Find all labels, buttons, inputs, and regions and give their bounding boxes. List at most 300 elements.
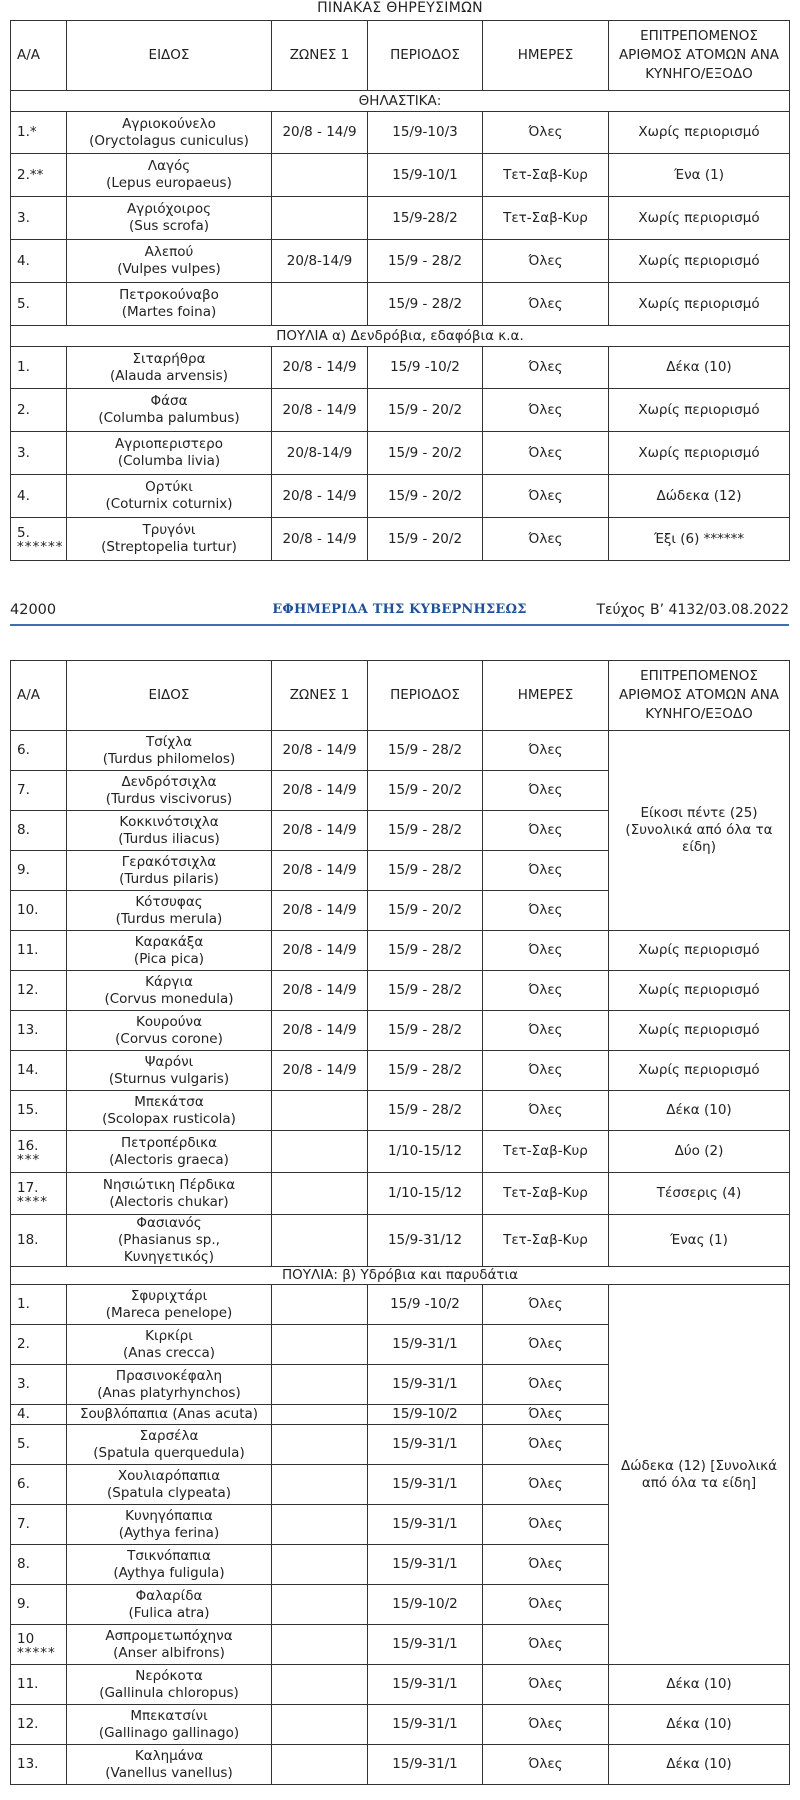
species-latin-name: (Lepus europaeus) (106, 175, 232, 191)
row-number: 7. (17, 782, 30, 798)
cell-days: Όλες (483, 1545, 609, 1585)
cell-species (67, 197, 272, 240)
species-greek-name: Κυνηγόπαπια (125, 1507, 213, 1524)
cell-allowed: Χωρίς περιορισμό (609, 931, 790, 971)
cell-species (67, 971, 272, 1011)
gazette-page-header (10, 598, 789, 626)
cell-days: Όλες (483, 1585, 609, 1625)
row-number: 14. (17, 1062, 39, 1078)
table-row (11, 931, 790, 971)
row-number: 12. (17, 982, 39, 998)
cell-species (67, 1285, 272, 1325)
cell-period: 15/9 - 20/2 (368, 475, 483, 518)
species-greek-name: Φαλαρίδα (135, 1587, 203, 1604)
cell-zones: 20/8 - 14/9 (272, 931, 368, 971)
cell-species (67, 1051, 272, 1091)
cell-period: 15/9 - 20/2 (368, 891, 483, 931)
cell-period: 15/9-10/3 (368, 112, 483, 154)
cell-days: Όλες (483, 1325, 609, 1365)
cell-days: Τετ-Σαβ-Κυρ (483, 1173, 609, 1215)
cell-days: Όλες (483, 112, 609, 154)
cell-days: Όλες (483, 931, 609, 971)
species-greek-name: Μπεκατσίνι (130, 1707, 208, 1724)
cell-period: 15/9 - 20/2 (368, 518, 483, 561)
cell-aa (11, 1585, 67, 1625)
species-greek-name: Φασιανός (136, 1215, 202, 1231)
game-species-table-part2 (10, 660, 790, 1785)
cell-zones: 20/8 - 14/9 (272, 971, 368, 1011)
header-period: ΠΕΡΙΟΔΟΣ (368, 661, 483, 731)
cell-species (67, 1131, 272, 1173)
species-latin-name: (Anser albifrons) (113, 1644, 225, 1661)
cell-allowed: Ένα (1) (609, 154, 790, 197)
cell-days: Όλες (483, 1625, 609, 1665)
row-number: 1. (17, 1296, 30, 1312)
cell-species (67, 1705, 272, 1745)
row-number: 10. (17, 902, 39, 918)
species-latin-name: (Streptopelia turtur) (101, 539, 237, 555)
species-greek-name: Καρακάξα (134, 933, 204, 950)
cell-zones (272, 1173, 368, 1215)
cell-days: Όλες (483, 1011, 609, 1051)
cell-aa (11, 1131, 67, 1173)
species-greek-name: Νερόκοτα (135, 1667, 203, 1684)
species-latin-name: (Spatula querquedula) (93, 1444, 245, 1461)
species-latin-name: (Sus scrofa) (129, 218, 209, 234)
species-latin-name: (Oryctolagus cuniculus) (89, 132, 249, 149)
cell-zones (272, 1285, 368, 1325)
cell-days: Όλες (483, 1705, 609, 1745)
row-number: 3. (17, 444, 30, 461)
species-latin-name: (Aythya ferina) (118, 1524, 220, 1541)
table-row (11, 1665, 790, 1705)
cell-aa (11, 731, 67, 771)
cell-zones: 20/8 - 14/9 (272, 1011, 368, 1051)
species-latin-name: (Aythya fuligula) (113, 1564, 225, 1581)
cell-species (67, 389, 272, 432)
table-header-row (11, 661, 790, 731)
row-number: 8. (17, 1556, 30, 1572)
species-latin-name: (Corvus corone) (115, 1030, 223, 1047)
cell-zones (272, 1215, 368, 1267)
row-number: 15. (17, 1102, 39, 1118)
cell-aa (11, 475, 67, 518)
species-latin-name: (Gallinago gallinago) (98, 1724, 240, 1741)
cell-days: Τετ-Σαβ-Κυρ (483, 154, 609, 197)
cell-species (67, 518, 272, 561)
cell-days: Όλες (483, 518, 609, 561)
species-latin-name: (Mareca penelope) (105, 1304, 233, 1321)
cell-aa (11, 154, 67, 197)
footnote-marker: *** (17, 1151, 41, 1168)
cell-period: 15/9-10/2 (368, 1405, 483, 1425)
cell-species (67, 1505, 272, 1545)
cell-allowed: Χωρίς περιορισμό (609, 1011, 790, 1051)
cell-aa (11, 1705, 67, 1745)
cell-species (67, 347, 272, 389)
cell-allowed: Έξι (6) ****** (609, 518, 790, 561)
cell-species (67, 1215, 272, 1267)
table-row (11, 1215, 790, 1267)
waterbird-group-allowed: Δώδεκα (12) [Συνολικά από όλα τα είδη] (609, 1285, 790, 1665)
species-latin-name: (Phasianus sp., Κυνηγετικός) (118, 1232, 220, 1265)
cell-period: 15/9-31/1 (368, 1705, 483, 1745)
species-latin-name: (Alectoris graeca) (109, 1151, 229, 1168)
table-row (11, 197, 790, 240)
species-latin-name: (Gallinula chloropus) (99, 1684, 239, 1701)
cell-period: 15/9-10/2 (368, 1585, 483, 1625)
cell-period: 15/9-31/1 (368, 1745, 483, 1785)
page-title: ΠΙΝΑΚΑΣ ΘΗΡΕΥΣΙΜΩΝ (317, 0, 483, 16)
species-greek-name: Κοκκινότσιχλα (119, 813, 219, 830)
species-greek-name: Αγριοπεριστερο (115, 436, 223, 452)
cell-days: Όλες (483, 1405, 609, 1425)
cell-period: 15/9 - 28/2 (368, 811, 483, 851)
species-greek-name: Αγριόχοιρος (127, 201, 211, 217)
cell-zones (272, 1091, 368, 1131)
row-number: 8. (17, 822, 30, 838)
cell-species (67, 931, 272, 971)
row-number: 5. (17, 295, 30, 312)
species-latin-name: (Corvus monedula) (104, 990, 234, 1007)
table-row (11, 1131, 790, 1173)
cell-period: 15/9 - 28/2 (368, 971, 483, 1011)
row-number: 11. (17, 942, 39, 958)
species-greek-name: Πετροπέρδικα (120, 1134, 218, 1151)
cell-period: 15/9 - 28/2 (368, 1051, 483, 1091)
cell-allowed: Χωρίς περιορισμό (609, 1051, 790, 1091)
cell-species (67, 1365, 272, 1405)
cell-aa (11, 891, 67, 931)
footnote-marker: **** (17, 1193, 48, 1210)
cell-species (67, 283, 272, 326)
row-number: 10 (17, 1630, 35, 1647)
species-greek-name: Κιρκίρι (145, 1327, 193, 1344)
cell-zones: 20/8 - 14/9 (272, 851, 368, 891)
row-number: 4. (17, 252, 30, 269)
cell-species (67, 432, 272, 475)
header-rule (10, 624, 789, 626)
cell-aa (11, 1625, 67, 1665)
cell-species (67, 154, 272, 197)
cell-aa (11, 1465, 67, 1505)
species-greek-name: Σουβλόπαπια (Anas acuta) (79, 1406, 259, 1422)
cell-species (67, 1545, 272, 1585)
cell-period: 15/9-31/1 (368, 1325, 483, 1365)
row-number: 16. (17, 1137, 39, 1154)
header-zones: ΖΩΝΕΣ 1 (272, 21, 368, 91)
species-latin-name: (Coturnix coturnix) (105, 496, 233, 512)
row-number: 3. (17, 209, 30, 226)
cell-allowed: Χωρίς περιορισμό (609, 432, 790, 475)
cell-zones: 20/8 - 14/9 (272, 771, 368, 811)
section-row (11, 326, 790, 347)
species-greek-name: Ορτύκι (145, 479, 193, 495)
cell-aa (11, 1285, 67, 1325)
cell-aa (11, 1325, 67, 1365)
cell-period: 15/9 - 28/2 (368, 1011, 483, 1051)
cell-species (67, 1425, 272, 1465)
cell-zones (272, 1585, 368, 1625)
cell-period: 15/9 -10/2 (368, 1285, 483, 1325)
cell-zones: 20/8-14/9 (272, 432, 368, 475)
cell-aa (11, 1365, 67, 1405)
section-title: ΠΟΥΛΙΑ α) Δενδρόβια, εδαφόβια κ.α. (11, 326, 790, 347)
species-latin-name: (Scolopax rusticola) (102, 1110, 236, 1127)
species-greek-name: Τσίχλα (145, 733, 193, 750)
species-latin-name: (Sturnus vulgaris) (108, 1070, 230, 1087)
cell-species (67, 731, 272, 771)
cell-allowed: Δέκα (10) (609, 1091, 790, 1131)
species-greek-name: Πετροκούναβο (119, 287, 219, 303)
cell-days: Όλες (483, 1091, 609, 1131)
cell-species (67, 1091, 272, 1131)
species-greek-name: Τρυγόνι (142, 522, 196, 538)
cell-aa (11, 1011, 67, 1051)
row-number: 1. (17, 359, 30, 375)
species-greek-name: Αγριοκούνελο (122, 115, 216, 132)
cell-days: Τετ-Σαβ-Κυρ (483, 1131, 609, 1173)
cell-days: Όλες (483, 240, 609, 283)
row-number: 18. (17, 1232, 39, 1248)
species-greek-name: Χουλιαρόπαπια (117, 1467, 221, 1484)
cell-species (67, 1405, 272, 1425)
cell-days: Όλες (483, 1365, 609, 1405)
cell-species (67, 112, 272, 154)
species-latin-name: (Vanellus vanellus) (105, 1764, 233, 1781)
header-period: ΠΕΡΙΟΔΟΣ (368, 21, 483, 91)
table-row (11, 389, 790, 432)
cell-aa (11, 971, 67, 1011)
cell-zones (272, 154, 368, 197)
footnote-marker: ***** (17, 1644, 56, 1661)
cell-period: 15/9 - 28/2 (368, 283, 483, 326)
cell-period: 15/9 - 20/2 (368, 432, 483, 475)
row-number: 13. (17, 1022, 39, 1038)
species-latin-name: (Spatula clypeata) (107, 1484, 231, 1501)
cell-species (67, 1665, 272, 1705)
row-number: 6. (17, 742, 30, 758)
row-number: 11. (17, 1676, 39, 1692)
header-zones: ΖΩΝΕΣ 1 (272, 661, 368, 731)
cell-species (67, 1465, 272, 1505)
cell-period: 1/10-15/12 (368, 1173, 483, 1215)
cell-zones (272, 1545, 368, 1585)
cell-days: Όλες (483, 1285, 609, 1325)
table-row (11, 112, 790, 154)
cell-days: Όλες (483, 283, 609, 326)
issue-reference: Τεύχος B’ 4132/03.08.2022 (596, 602, 789, 618)
row-number: 2. (17, 401, 30, 418)
cell-days: Όλες (483, 475, 609, 518)
species-greek-name: Σαρσέλα (139, 1427, 199, 1444)
cell-species (67, 1173, 272, 1215)
cell-species (67, 240, 272, 283)
section-title: ΘΗΛΑΣΤΙΚΑ: (11, 91, 790, 112)
row-number: 13. (17, 1756, 39, 1772)
species-greek-name: Τσικνόπαπια (127, 1547, 211, 1564)
cell-days: Όλες (483, 347, 609, 389)
cell-zones: 20/8 - 14/9 (272, 518, 368, 561)
cell-allowed: Χωρίς περιορισμό (609, 240, 790, 283)
cell-aa (11, 851, 67, 891)
cell-species (67, 1745, 272, 1785)
cell-zones (272, 1325, 368, 1365)
cell-zones (272, 1405, 368, 1425)
species-greek-name: Καλημάνα (134, 1747, 204, 1764)
cell-allowed: Δέκα (10) (609, 1745, 790, 1785)
cell-aa (11, 931, 67, 971)
cell-aa (11, 1505, 67, 1545)
species-latin-name: (Turdus merula) (115, 910, 223, 927)
cell-species (67, 1011, 272, 1051)
cell-species (67, 891, 272, 931)
species-latin-name: (Turdus pilaris) (119, 870, 219, 887)
cell-period: 15/9 - 28/2 (368, 1091, 483, 1131)
table-row (11, 1011, 790, 1051)
header-days: ΗΜΕΡΕΣ (483, 21, 609, 91)
table-row (11, 518, 790, 561)
species-greek-name: Μπεκάτσα (134, 1093, 204, 1110)
cell-aa (11, 240, 67, 283)
row-number: 17. (17, 1179, 39, 1196)
cell-aa (11, 1405, 67, 1425)
species-greek-name: Πρασινοκέφαλη (115, 1367, 223, 1384)
cell-aa (11, 1215, 67, 1267)
cell-days: Όλες (483, 1505, 609, 1545)
species-latin-name: (Turdus iliacus) (118, 830, 220, 847)
table-row (11, 1285, 790, 1325)
cell-days: Όλες (483, 1051, 609, 1091)
table-row (11, 1745, 790, 1785)
table-row (11, 731, 790, 771)
cell-zones (272, 1425, 368, 1465)
cell-allowed: Δώδεκα (12) (609, 475, 790, 518)
species-latin-name: (Anas platyrhynchos) (97, 1384, 241, 1401)
cell-days: Όλες (483, 1665, 609, 1705)
table-row (11, 971, 790, 1011)
cell-period: 15/9-31/1 (368, 1545, 483, 1585)
cell-zones: 20/8 - 14/9 (272, 731, 368, 771)
table-row (11, 240, 790, 283)
cell-allowed: Δύο (2) (609, 1131, 790, 1173)
cell-days: Όλες (483, 1745, 609, 1785)
cell-aa (11, 112, 67, 154)
cell-zones (272, 1505, 368, 1545)
row-number: 4. (17, 1406, 30, 1422)
species-latin-name: (Turdus philomelos) (102, 750, 236, 767)
cell-period: 15/9-31/1 (368, 1425, 483, 1465)
section-title: ΠΟΥΛΙΑ: β) Υδρόβια και παρυδάτια (11, 1267, 790, 1285)
table-row (11, 1173, 790, 1215)
table-row (11, 283, 790, 326)
species-latin-name: (Pica pica) (133, 950, 205, 967)
cell-period: 15/9-31/1 (368, 1365, 483, 1405)
species-greek-name: Γερακότσιχλα (121, 853, 217, 870)
game-species-table-part1 (10, 20, 790, 561)
table-row (11, 475, 790, 518)
cell-allowed: Χωρίς περιορισμό (609, 389, 790, 432)
cell-aa (11, 771, 67, 811)
cell-zones (272, 197, 368, 240)
table-row (11, 432, 790, 475)
cell-period: 15/9-28/2 (368, 197, 483, 240)
species-latin-name: (Alectoris chukar) (109, 1193, 229, 1210)
species-latin-name: (Turdus viscivorus) (105, 790, 233, 807)
cell-allowed: Χωρίς περιορισμό (609, 283, 790, 326)
cell-aa (11, 1745, 67, 1785)
cell-species (67, 1585, 272, 1625)
cell-period: 15/9 - 20/2 (368, 389, 483, 432)
cell-allowed: Τέσσερις (4) (609, 1173, 790, 1215)
cell-days: Όλες (483, 389, 609, 432)
header-aa: Α/Α (11, 21, 67, 91)
cell-species (67, 771, 272, 811)
header-days: ΗΜΕΡΕΣ (483, 661, 609, 731)
cell-zones: 20/8 - 14/9 (272, 891, 368, 931)
footnote-marker: ****** (17, 539, 64, 555)
cell-period: 15/9-31/1 (368, 1465, 483, 1505)
cell-aa (11, 1091, 67, 1131)
cell-zones (272, 1365, 368, 1405)
cell-species (67, 811, 272, 851)
row-number: 12. (17, 1716, 39, 1732)
cell-days: Τετ-Σαβ-Κυρ (483, 197, 609, 240)
row-number: 5. (17, 525, 30, 541)
row-number: 9. (17, 1596, 30, 1612)
species-greek-name: Φάσα (150, 393, 188, 409)
cell-zones (272, 1131, 368, 1173)
species-latin-name: (Columba livia) (117, 453, 221, 469)
cell-zones: 20/8-14/9 (272, 240, 368, 283)
table-header-row (11, 21, 790, 91)
page-number: 42000 (10, 602, 57, 618)
cell-allowed: Χωρίς περιορισμό (609, 112, 790, 154)
cell-species (67, 475, 272, 518)
species-greek-name: Νησιώτικη Πέρδικα (102, 1176, 236, 1193)
species-greek-name: Κότσυφας (135, 893, 203, 910)
table-row (11, 347, 790, 389)
row-number: 2.** (17, 166, 44, 183)
species-greek-name: Ψαρόνι (144, 1053, 194, 1070)
row-number: 7. (17, 1516, 30, 1532)
cell-period: 15/9 - 28/2 (368, 731, 483, 771)
cell-aa (11, 811, 67, 851)
row-number: 5. (17, 1436, 30, 1452)
row-number: 3. (17, 1376, 30, 1392)
species-greek-name: Αλεπού (144, 244, 194, 260)
cell-aa (11, 1173, 67, 1215)
cell-aa (11, 1051, 67, 1091)
species-greek-name: Λαγός (147, 158, 191, 174)
cell-allowed: Χωρίς περιορισμό (609, 971, 790, 1011)
header-allowed: ΕΠΙΤΡΕΠΟΜΕΝΟΣ ΑΡΙΘΜΟΣ ΑΤΟΜΩΝ ΑΝΑ ΚΥΝΗΓΟ/ΕΞΟΔΟ (609, 661, 790, 731)
cell-period: 15/9-31/1 (368, 1505, 483, 1545)
cell-aa (11, 1665, 67, 1705)
cell-aa (11, 432, 67, 475)
cell-period: 15/9-31/12 (368, 1215, 483, 1267)
cell-allowed: Ένας (1) (609, 1215, 790, 1267)
cell-aa (11, 1545, 67, 1585)
cell-zones (272, 1665, 368, 1705)
cell-zones: 20/8 - 14/9 (272, 811, 368, 851)
cell-days: Όλες (483, 851, 609, 891)
cell-period: 15/9-10/1 (368, 154, 483, 197)
section-row (11, 1267, 790, 1285)
cell-zones: 20/8 - 14/9 (272, 1051, 368, 1091)
cell-zones: 20/8 - 14/9 (272, 112, 368, 154)
cell-aa (11, 1425, 67, 1465)
